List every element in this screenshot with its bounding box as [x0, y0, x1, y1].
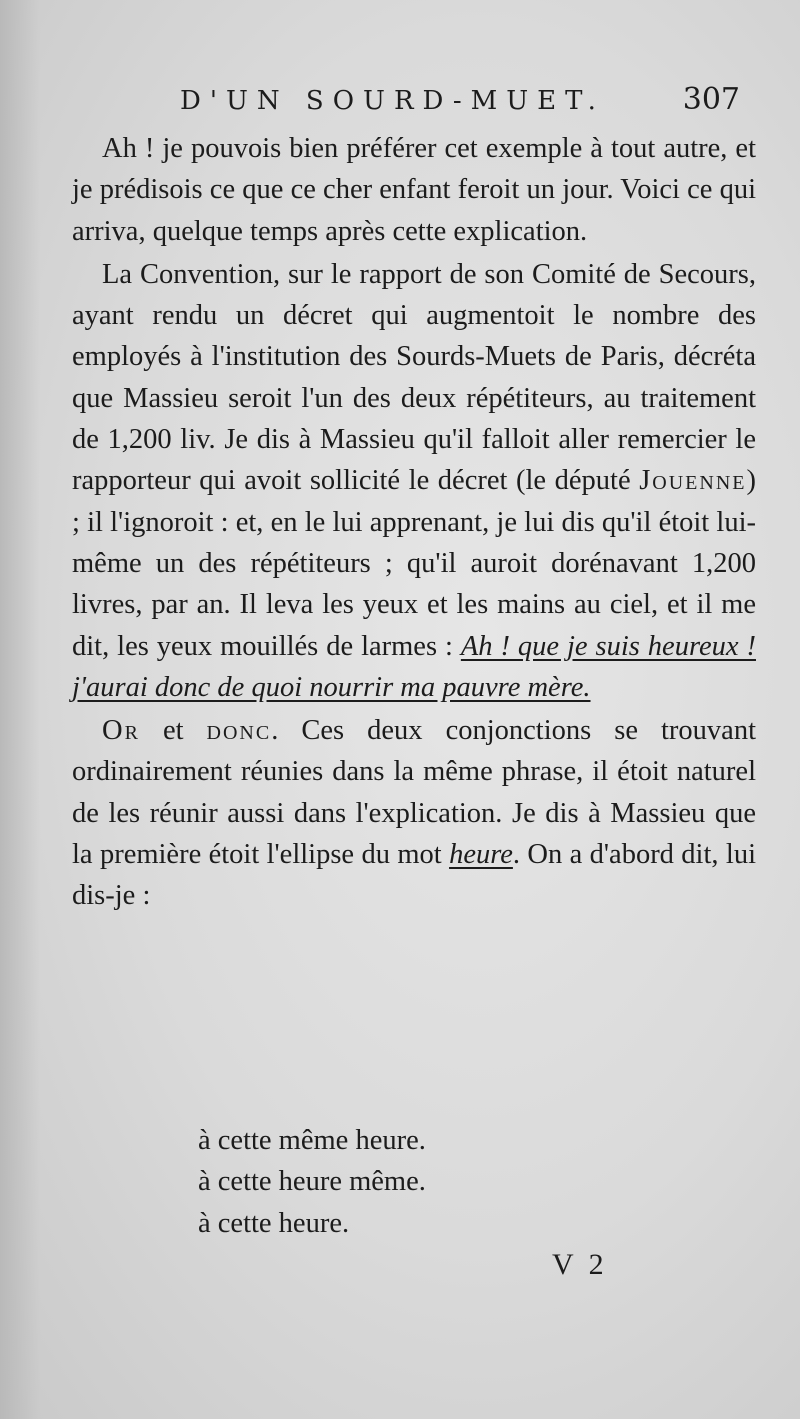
- paragraph-2: [72, 254, 756, 708]
- paragraph-1: Ah ! je pouvois bien préférer cet exemple à tout autre, et je prédisois ce que ce cher enfant feroit un jour. Voici ce qui arriva, quelque temps après cette explication.: [72, 133, 756, 247]
- example-phrases: [198, 1120, 426, 1244]
- paragraph-3-et: et: [139, 715, 207, 747]
- example-phrase: à cette même heure.: [198, 1125, 426, 1156]
- running-head: D'UN SOURD-MUET.: [180, 86, 605, 116]
- term-or: Or: [102, 715, 140, 747]
- example-phrase: à cette heure même.: [198, 1166, 426, 1198]
- gutter-shadow: [0, 0, 40, 1419]
- deputy-name: Jouenne: [639, 465, 747, 497]
- main-text: [72, 128, 756, 917]
- page-number: 307: [682, 82, 740, 117]
- paragraph-2-text-b: ) ; il l'ignoroit : et, en le lui apprenant, je lui dis qu'il étoit lui-même un des répétiteurs ; qu'il auroit dorénavant 1,200 livres, par an. Il leva les yeux et les mains au ciel, et il me dit, les yeux mouillés de larmes :: [72, 465, 756, 662]
- signature-mark: V 2: [552, 1248, 608, 1281]
- term-donc: donc: [206, 715, 272, 747]
- paragraph-3-text-a: . Ces deux conjonctions se trouvant ordinairement réunies dans la même phrase, il étoit naturel de les réunir aussi dans l'explication. Je dis à Massieu que la première étoit l'ellipse du mot: [72, 715, 756, 871]
- word-heure: heure: [449, 839, 513, 871]
- example-phrase: à cette heure.: [198, 1207, 350, 1239]
- paragraph-3-text-b: . On a d'abord dit, lui dis-je :: [72, 839, 756, 912]
- massieu-quote: Ah ! que je suis heureux ! j'aurai donc de quoi nourrir ma pauvre mère.: [72, 630, 756, 703]
- paragraph-2-text-a: La Convention, sur le rapport de son Comité de Secours, ayant rendu un décret qui augmentoit le nombre des employés à l'institution des Sourds-Muets de Paris, décréta que Massieu seroit l'un des deux répétiteurs, au traitement de 1,200 liv. Je dis à Massieu qu'il falloit aller remercier le rapporteur qui avoit sollicité le décret (le député: [72, 258, 756, 497]
- paragraph-3: [72, 710, 756, 916]
- page-header: [130, 82, 770, 122]
